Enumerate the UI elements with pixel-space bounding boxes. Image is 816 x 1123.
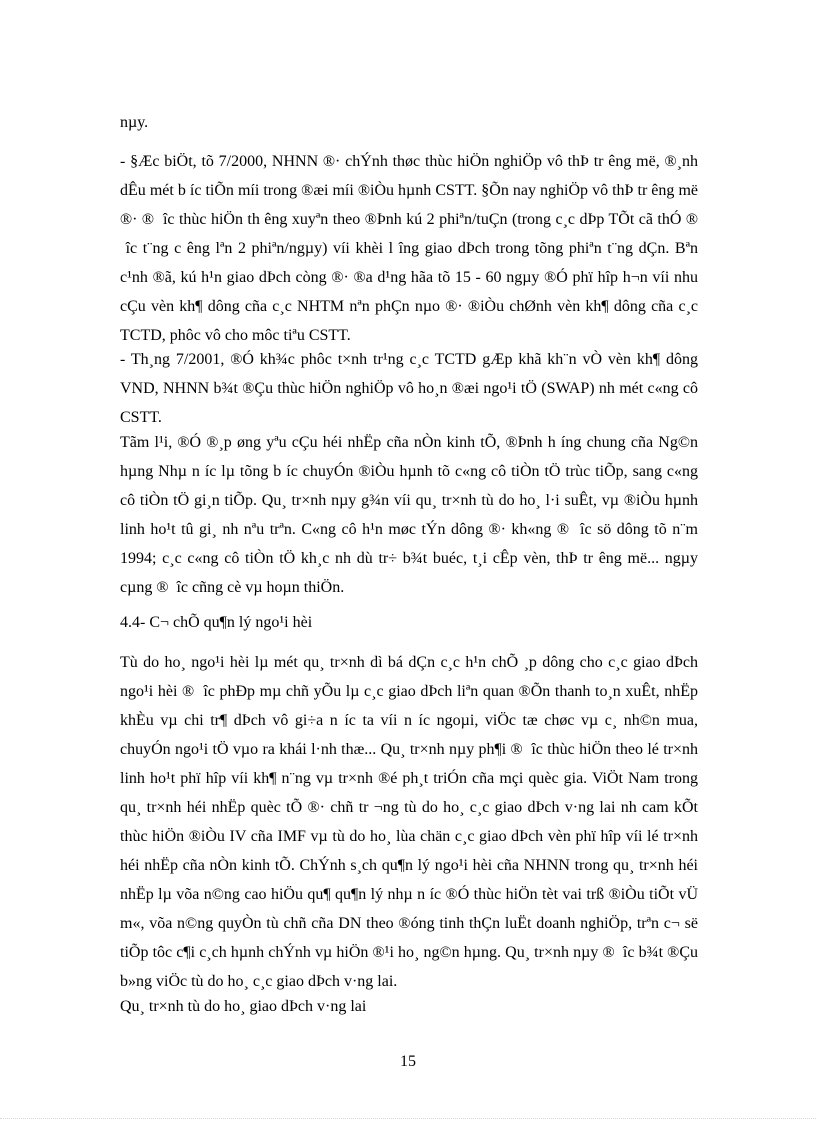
page-bottom-edge [0, 1118, 816, 1119]
paragraph-foreign-exchange-liberalization: Tù do ho¸ ngo¹i hèi lµ mét qu¸ tr×nh dì bá dÇn c¸c h¹n chÕ ¸p dông cho c¸c giao dÞch ngo¹i hèi ® îc phÐp mµ chñ yÕu lµ c¸c giao dÞch liªn quan ®Õn thanh to¸n xuÊt, nhËp khÈu vµ chi tr¶ dÞch vô gi÷a n íc ta víi n íc ngoµi, viÖc tæ chøc vµ c¸ nh©n mua, chuyÓn ngo¹i tÖ vµo ra khái l·nh thæ... Qu¸ tr×nh nµy ph¶i ® îc thùc hiÖn theo lé tr×nh linh ho¹t phï hîp víi kh¶ n¨ng vµ tr×nh ®é ph¸t triÓn cña mçi quèc gia. ViÖt Nam trong qu¸ tr×nh héi nhËp quèc tÕ ®· chñ tr ¬ng tù do ho¸ c¸c giao dÞch v·ng lai nh cam kÕt thùc hiÖn ®iÒu IV cña IMF vµ tù do ho¸ lùa chän c¸c giao dÞch vèn phï hîp víi lé tr×nh héi nhËp cña nÒn kinh tÕ. ChÝnh s¸ch qu¶n lý ngo¹i hèi cña NHNN trong qu¸ tr×nh héi nhËp lµ võa n©ng cao hiÖu qu¶ qu¶n lý nhµ n íc ®Ó thùc hiÖn tèt vai trß ®iÒu tiÕt vÜ m«, võa n©ng quyÒn tù chñ cña DN theo ®óng tinh thÇn luËt doanh nghiÖp, trªn c¬ së tiÕp tôc c¶i c¸ch hµnh chÝnh vµ hiÖn ®¹i ho¸ ng©n hµng. Qu¸ tr×nh nµy ® îc b¾t ®Çu b»ng viÖc tù do ho¸ c¸c giao dÞch v·ng lai. [120, 654, 698, 990]
page-number: 15 [400, 1053, 416, 1070]
paragraph-swap-operations: - Th¸ng 7/2001, ®Ó kh¾c phôc t×nh tr¹ng c¸c TCTD gÆp khã kh¨n vÒ vèn kh¶ dông VND, NHNN b¾t ®Çu thùc hiÖn nghiÖp vô ho¸n ®æi ngo¹i tÖ (SWAP) nh mét c«ng cô CSTT. [120, 351, 698, 426]
section-heading-4-4: 4.4- C¬ chÕ qu¶n lý ngo¹i hèi [120, 614, 313, 631]
paragraph-open-market-operations: - §Æc biÖt, tõ 7/2000, NHNN ®· chÝnh thøc thùc hiÖn nghiÖp vô thÞ tr êng më, ®¸nh dÊu mét b íc tiÕn míi trong ®æi míi ®iÒu hµnh CSTT. §Õn nay nghiÖp vô thÞ tr êng më ®· ® îc thùc hiÖn th êng xuyªn theo ®Þnh kú 2 phiªn/tuÇn (trong c¸c dÞp TÕt cã thÓ ® îc t¨ng c êng lªn 2 phiªn/ngµy) víi khèi l îng giao dÞch trong tõng phiªn t¨ng dÇn. Bªn c¹nh ®ã, kú h¹n giao dÞch còng ®· ®a d¹ng hãa tõ 15 - 60 ngµy ®Ó phï hîp h¬n víi nhu cÇu vèn kh¶ dông cña c¸c NHTM nªn phÇn nµo ®· ®iÒu chØnh vèn kh¶ dông cña c¸c TCTD, phôc vô cho môc tiªu CSTT. [120, 153, 698, 344]
paragraph-summary: Tãm l¹i, ®Ó ®¸p øng yªu cÇu héi nhËp cña nÒn kinh tÕ, ®Þnh h íng chung cña Ng©n hµng Nhµ n íc lµ tõng b íc chuyÓn ®iÒu hµnh tõ c«ng cô tiÒn tÖ trùc tiÕp, sang c«ng cô tiÒn tÖ gi¸n tiÕp. Qu¸ tr×nh nµy g¾n víi qu¸ tr×nh tù do ho¸ l·i suÊt, vµ ®iÒu hµnh linh ho¹t tû gi¸ nh nªu trªn. C«ng cô h¹n møc tÝn dông ®· kh«ng ® îc sö dông tõ n¨m 1994; c¸c c«ng cô tiÒn tÖ kh¸c nh dù tr÷ b¾t buéc, t¸i cÊp vèn, thÞ tr êng më... ngµy cµng ® îc cñng cè vµ hoµn thiÖn. [120, 434, 698, 596]
paragraph-continuation: nµy. [120, 114, 149, 131]
subheading-current-account-liberalization: Qu¸ tr×nh tù do ho¸ giao dÞch v·ng lai [120, 998, 367, 1015]
